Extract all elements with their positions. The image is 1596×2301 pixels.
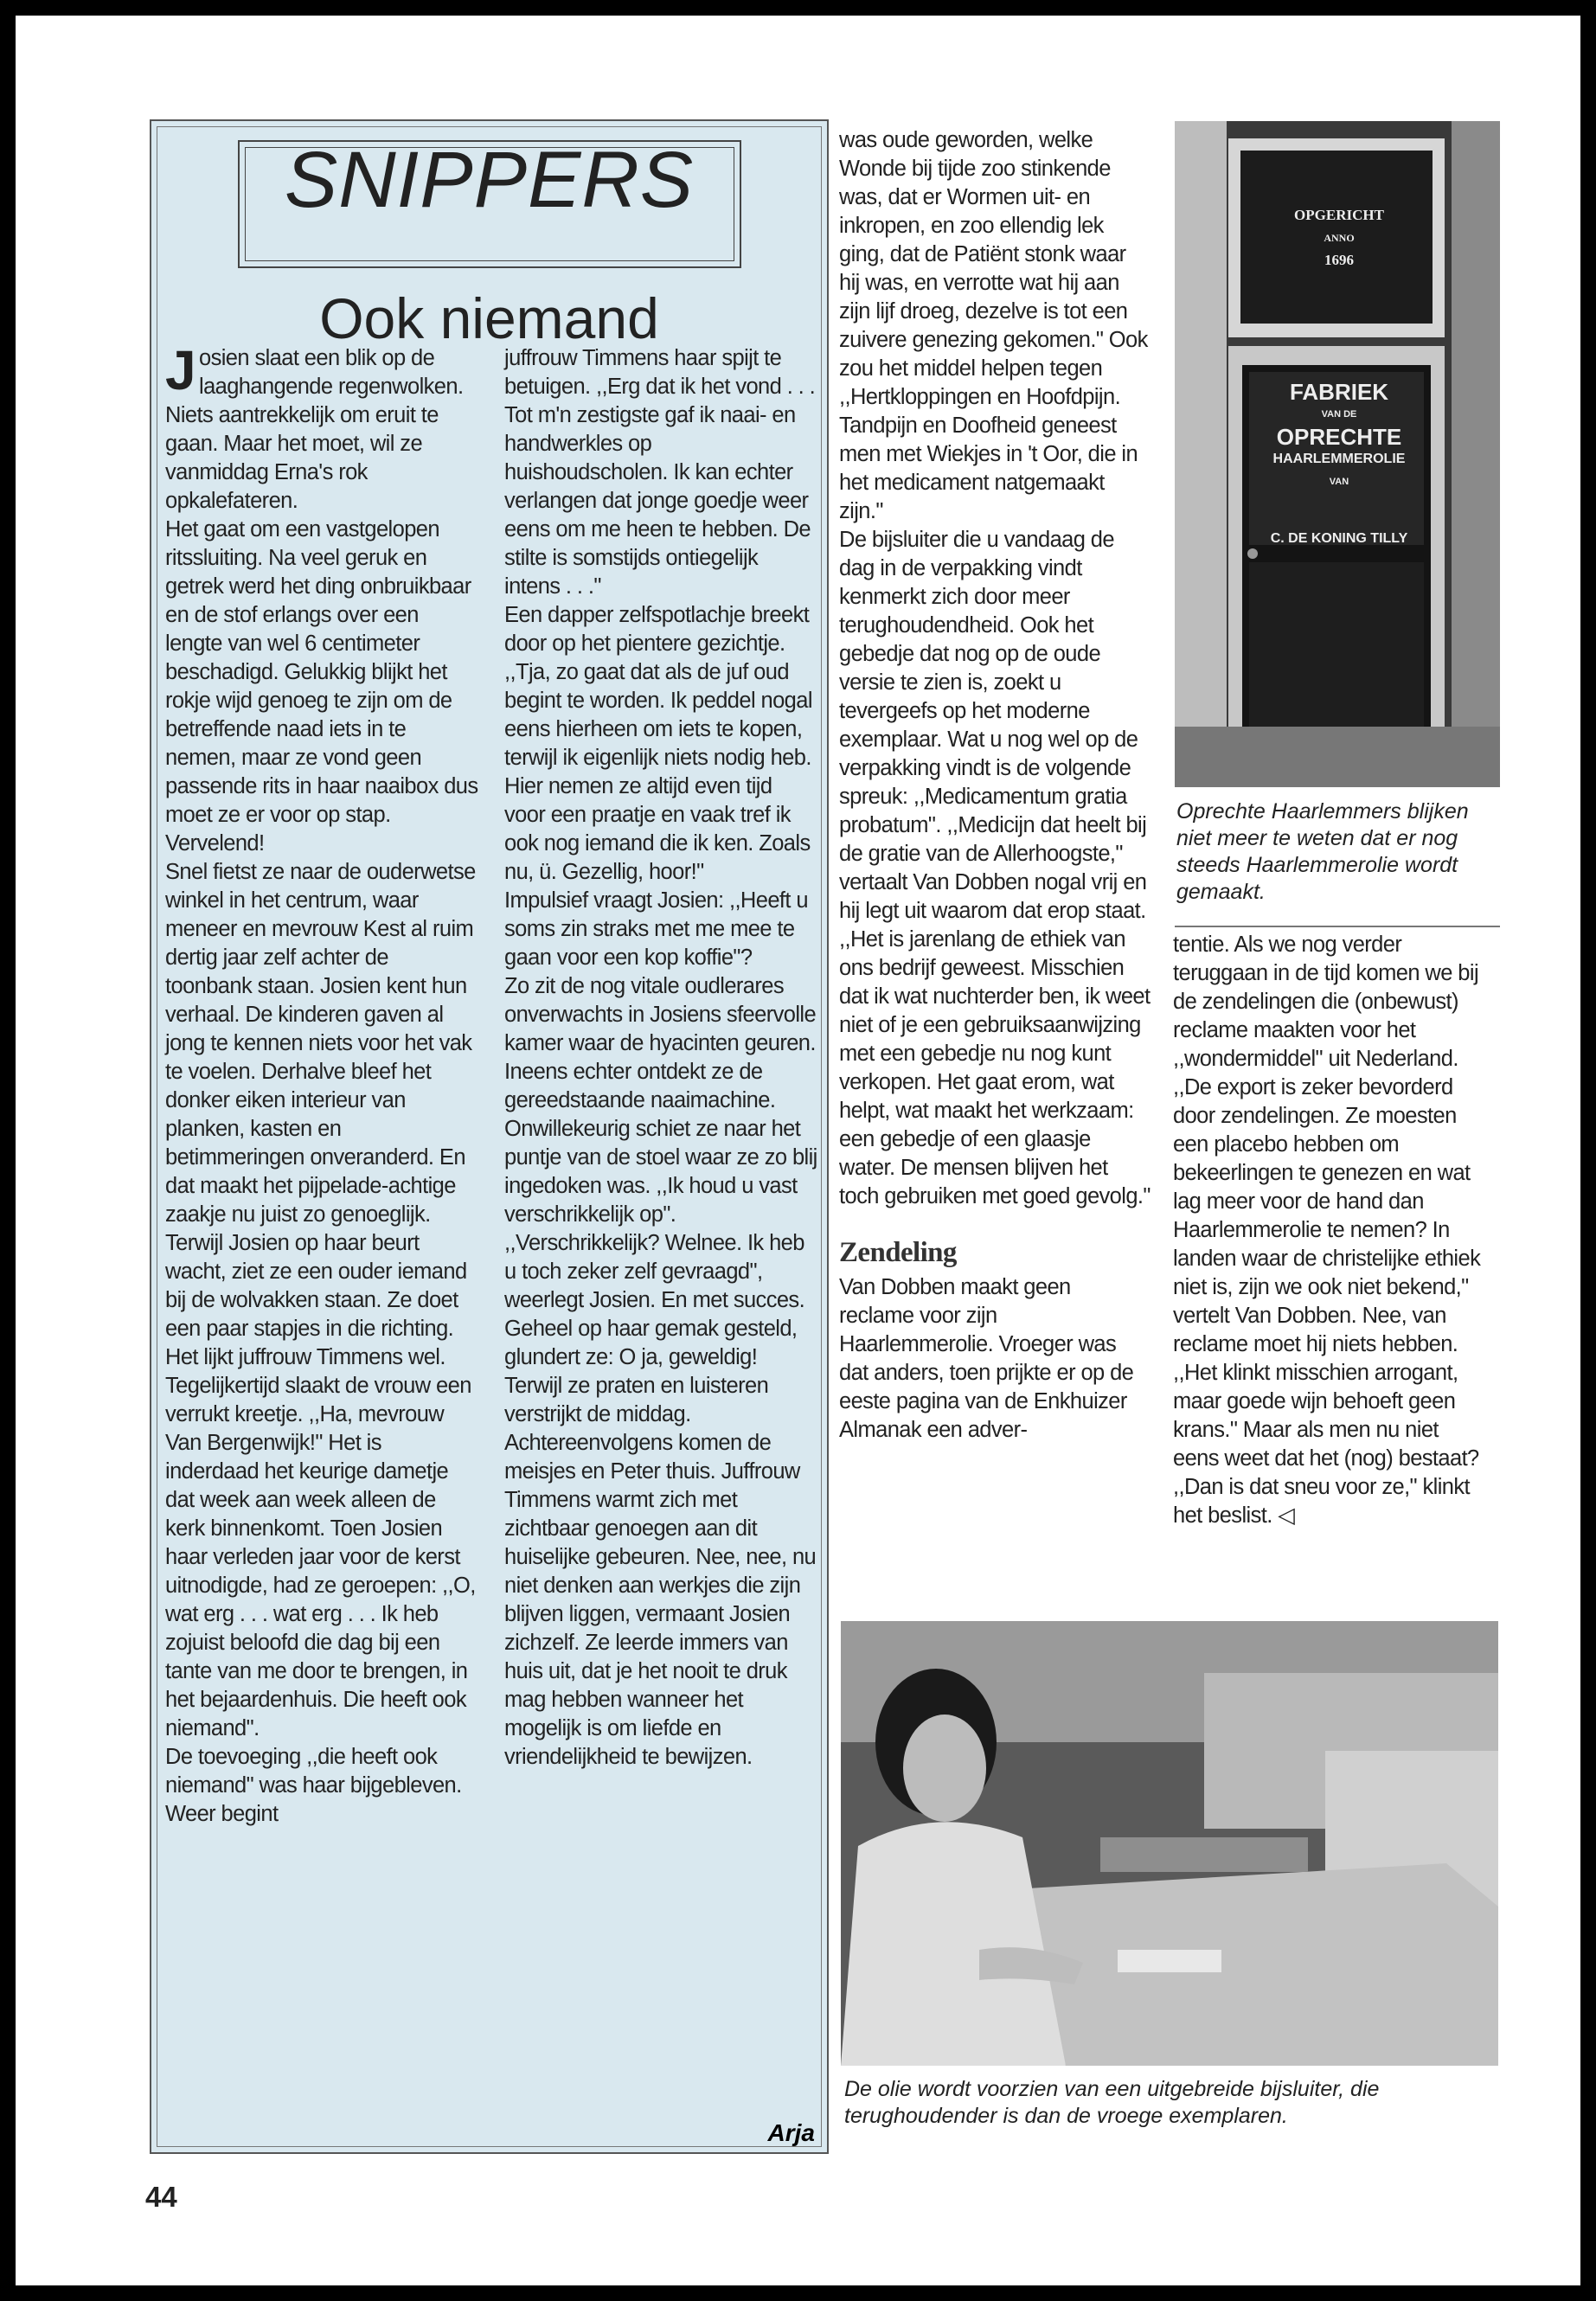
magazine-page [16,16,1580,2285]
plaque-line: VAN DE [1321,409,1357,420]
snippers-column-box [150,119,829,2154]
paragraph: was oude geworden, welke Wonde bij tijde zoo stinkende was, dat er Wormen uit- en inkropen, en zoo ellendig lek ging, dat de Patiënt stonk waar hij was, en verrotte wat hij aan zijn lijf droeg, dezelve is tot een zuivere genezing gekomen." Ook zou het middel helpen tegen ,,Hertkloppingen en Hoofdpijn. Tandpijn en Doofheid geneest men met Wiekjes in 't Oor, die in het medicament natgemaakt zijn." [839,128,1148,523]
paragraph: De toevoeging ,,die heeft ook niemand" was haar bijgebleven. Weer begint [165,1745,462,1826]
plaque-line: VAN [1329,477,1349,487]
drop-cap: J [165,339,195,401]
subheading: Zendeling [839,1237,957,1268]
author-signature: Arja [767,2119,815,2146]
article-title: Ook niemand [319,286,659,350]
plaque-line: FABRIEK [1289,379,1389,405]
paragraph: tentie. Als we nog verder teruggaan in de tijd komen we bij de zendelingen die (onbewust) reclame maakten voor het ,,wondermiddel" uit Nederland. ,,De export is zeker bevorderd door zendelingen. Ze moesten een placebo hebben om bekeerlingen te genezen en wat lag meer voor de hand dan Haarlemmerolie te nemen? In landen waar de christelijke ethiek niet is, zijn we ook niet bekend," vertelt Van Dobben. Nee, van reclame moet hij niets hebben. ,,Het klinkt misschien arrogant, maar goede wijn behoeft geen krans." Maar als men nu niet eens weet dat het (nog) bestaat? ,,Dan is dat sneu voor ze," klinkt het beslist. [1173,933,1481,1528]
door-plaque-bottom [1253,381,1426,550]
factory-worker-photo [841,1621,1498,2066]
paragraph: osien slaat een blik op de laaghangende regenwolken. Niets aantrekkelijk om eruit te gaan. Maar het moet, wil ze vanmiddag Erna's rok opkalefateren. [165,346,464,513]
article-column-4 [1173,931,1484,1623]
door-plaque-top [1279,204,1400,272]
paragraph: Het gaat om een vastgelopen ritssluiting. Na veel geruk en getrek werd het ding onbruikbaar en de stof erlangs over een lengte van wel 6 centimeter beschadigd. Gelukkig blijkt het rokje wijd genoeg te zijn om de betreffende naad iets in te nemen, maar ze vond geen passende rits in haar naaibox dus moet ze er voor op stap. Vervelend! [165,517,478,856]
story-column-1 [165,339,478,2144]
paragraph: juffrouw Timmens haar spijt te betuigen. ,,Erg dat ik het vond . . . Tot m'n zestigste gaf ik naai- en handwerkles op huishoudscholen. Ik kan echter verlangen dat jonge goedje weer eens om me heen te hebben. De stilte is somstijds ontiegelijk intens . . ." [504,346,816,599]
paragraph: Zo zit de nog vitale oudlerares onverwachts in Josiens sfeervolle kamer waar de hyacinten geuren. Ineens echter ontdekt ze de gereedstaande naaimachine. Onwillekeurig schiet ze naar het puntje van de stoel waar ze zo blij ingedoken was. ,,Ik houd u vast verschrikkelijk op". [504,974,817,1227]
factory-photo-caption: De olie wordt voorzien van een uitgebreide bijsluiter, die terughoudender is dan de vroege exemplaren. [844,2077,1380,2128]
plaque-line: C. DE KONING TILLY [1270,531,1408,546]
page-number: 44 [145,2181,177,2213]
divider [1175,926,1500,927]
paragraph: Terwijl ze praten en luisteren verstrijkt de middag. Achtereenvolgens komen de meisjes en Peter thuis. Juffrouw Timmens warmt zich met zichtbaar genoegen aan dit huiselijke gebeuren. Nee, nee, nu niet denken aan werkjes die zijn blijven liggen, vermaant Josien zichzelf. Ze leerde immers van huis uit, dat je het nooit te druk mag hebben wanneer het mogelijk is om liefde en vriendelijkheid te bewijzen. [504,1374,817,1769]
plaque-line: OPGERICHT [1294,207,1384,223]
article-column-3 [839,126,1151,1618]
paragraph: Van Dobben maakt geen reclame voor zijn Haarlemmerolie. Vroeger was dat anders, toen prijkte er op de eeste pagina van de Enkhuizer Almanak een adver- [839,1275,1134,1442]
paragraph: Een dapper zelfspotlachje breekt door op het pientere gezichtje. ,,Tja, zo gaat dat als de juf oud begint te worden. Ik peddel nogal eens hierheen om iets te kopen, terwijl ik eigenlijk niets nodig heb. Hier nemen ze altijd even tijd voor een praatje en vaak tref ik ook nog iemand die ik ken. Zoals nu, ü. Gezellig, hoor!" [504,603,812,884]
paragraph: Terwijl Josien op haar beurt wacht, ziet ze een ouder iemand bij de wolvakken staan. Ze doet een paar stapjes in die richting. Het lijkt juffrouw Timmens wel. Tegelijkertijd slaakt de vrouw een verrukt kreetje. ,,Ha, mevrouw Van Bergenwijk!" Het is inderdaad het keurige dametje dat week aan week alleen de kerk binnenkomt. Toen Josien haar verleden jaar voor de kerst uitnodigde, had ze geroepen: ,,O, wat erg . . . wat erg . . . Ik heb zojuist beloofd die dag bij een tante van me door te brengen, in het bejaardenhuis. Die heeft ook niemand". [165,1231,476,1740]
door-photo-caption: Oprechte Haarlemmers blijken niet meer te weten dat er nog steeds Haarlemmerolie wordt gemaakt. [1176,799,1469,904]
paragraph: Impulsief vraagt Josien: ,,Heeft u soms zin straks met me mee te gaan voor een kop koffie"? [504,888,808,970]
end-mark-icon: ◁ [1278,1503,1295,1528]
section-title: SNIPPERS [284,136,695,224]
plaque-line: 1696 [1324,252,1354,268]
factory-worker-illustration [841,1621,1498,2066]
door-photo [1175,121,1500,787]
story-column-2 [504,344,817,2144]
plaque-line: ANNO [1324,232,1355,244]
plaque-line: HAARLEMMEROLIE [1272,452,1406,466]
paragraph: De bijsluiter die u vandaag de dag in de verpakking vindt kenmerkt zich door meer terughoudendheid. Ook het gebedje dat nog op de oude versie te zien is, zoekt u tevergeefs op het moderne exemplaar. Wat u nog wel op de verpakking vindt is de volgende spreuk: ,,Medicamentum gratia probatum". ,,Medicijn dat heelt bij de gratie van de Allerhoogste," vertaalt Van Dobben nogal vrij en hij legt uit waarom dat erop staat. ,,Het is jarenlang de ethiek van ons bedrijf geweest. Misschien dat ik wat nuchterder ben, ik weet niet of je een gebruiksaanwijzing met een gebedje nu nog kunt verkopen. Het gaat erom, wat helpt, wat maakt het werkzaam: een gebedje of een glaasje water. De mensen blijven het toch gebruiken met goed gevolg." [839,528,1151,1208]
paragraph: ,,Verschrikkelijk? Welnee. Ik heb u toch zeker zelf gevraagd", weerlegt Josien. En met succes. Geheel op haar gemak gesteld, glundert ze: O ja, geweldig! [504,1231,805,1369]
plaque-line: OPRECHTE [1276,424,1402,450]
paragraph: Snel fietst ze naar de ouderwetse winkel in het centrum, waar meneer en mevrouw Kest al ruim dertig jaar zelf achter de toonbank staan. Josien kent hun verhaal. De kinderen gaven al jong te kennen niets voor het vak te voelen. Derhalve bleef het donker eiken interieur van planken, kasten en betimmeringen onveranderd. En dat maakt het pijpelade-achtige zaakje nu juist zo genoeglijk. [165,860,476,1227]
